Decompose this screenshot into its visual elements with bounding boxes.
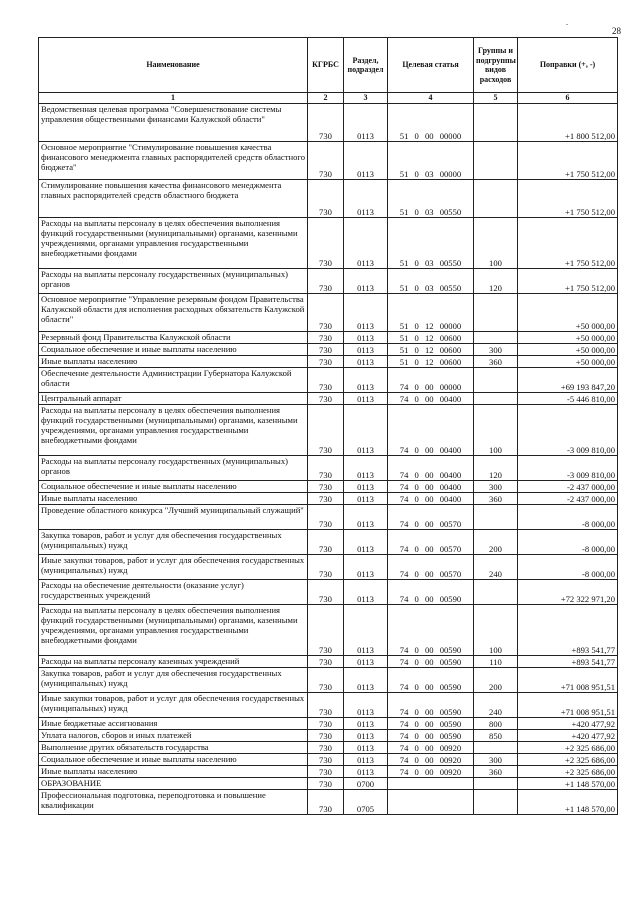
row-amendment: -2 437 000,00 bbox=[518, 493, 618, 505]
row-section: 0113 bbox=[344, 530, 388, 555]
row-section: 0113 bbox=[344, 332, 388, 344]
row-group bbox=[474, 790, 518, 815]
row-target-cell bbox=[388, 142, 474, 180]
row-amendment: +72 322 971,20 bbox=[518, 580, 618, 605]
row-section: 0113 bbox=[344, 742, 388, 754]
row-kgrbs: 730 bbox=[308, 481, 344, 493]
header-section: Раздел, подраздел bbox=[344, 38, 388, 93]
table-row bbox=[39, 332, 618, 344]
row-amendment: +2 325 686,00 bbox=[518, 766, 618, 778]
header-group: Группы и подгруппы видов расходов bbox=[474, 38, 518, 93]
table-row bbox=[39, 790, 618, 815]
row-target: 74 0 00 00570 bbox=[399, 544, 462, 554]
table-row bbox=[39, 142, 618, 180]
row-amendment: +71 008 951,51 bbox=[518, 693, 618, 718]
row-target: 74 0 00 00400 bbox=[399, 470, 462, 480]
row-section: 0113 bbox=[344, 142, 388, 180]
row-target-cell bbox=[388, 493, 474, 505]
row-target-cell bbox=[388, 754, 474, 766]
row-section: 0113 bbox=[344, 294, 388, 332]
col-number: 2 bbox=[308, 93, 344, 104]
row-group: 360 bbox=[474, 356, 518, 368]
row-kgrbs: 730 bbox=[308, 730, 344, 742]
row-target-cell bbox=[388, 766, 474, 778]
row-target: 74 0 00 00590 bbox=[399, 645, 462, 655]
row-kgrbs: 730 bbox=[308, 104, 344, 142]
table-row bbox=[39, 718, 618, 730]
row-amendment: +50 000,00 bbox=[518, 294, 618, 332]
row-name: Расходы на выплаты персоналу государственных (муниципальных) органов bbox=[39, 269, 308, 294]
row-target-cell bbox=[388, 505, 474, 530]
table-row bbox=[39, 778, 618, 790]
table-row bbox=[39, 668, 618, 693]
row-target-cell bbox=[388, 742, 474, 754]
row-target: 51 0 03 00550 bbox=[399, 207, 462, 217]
row-target-cell bbox=[388, 730, 474, 742]
row-target: 74 0 00 00570 bbox=[399, 519, 462, 529]
row-amendment: -3 009 810,00 bbox=[518, 456, 618, 481]
row-name: Уплата налогов, сборов и иных платежей bbox=[39, 730, 308, 742]
row-group: 100 bbox=[474, 605, 518, 656]
row-kgrbs: 730 bbox=[308, 555, 344, 580]
row-kgrbs: 730 bbox=[308, 790, 344, 815]
row-target: 51 0 12 00600 bbox=[399, 333, 462, 343]
col-number: 4 bbox=[388, 93, 474, 104]
row-name: Социальное обеспечение и иные выплаты населению bbox=[39, 481, 308, 493]
row-target-cell bbox=[388, 294, 474, 332]
row-target-cell bbox=[388, 344, 474, 356]
row-section: 0113 bbox=[344, 104, 388, 142]
row-group: 240 bbox=[474, 555, 518, 580]
row-target: 51 0 03 00550 bbox=[399, 283, 462, 293]
row-target-cell bbox=[388, 405, 474, 456]
row-target: 74 0 00 00590 bbox=[399, 707, 462, 717]
row-kgrbs: 730 bbox=[308, 766, 344, 778]
row-target: 74 0 00 00920 bbox=[399, 743, 462, 753]
table-row bbox=[39, 180, 618, 218]
table-row bbox=[39, 104, 618, 142]
row-name: Социальное обеспечение и иные выплаты населению bbox=[39, 344, 308, 356]
row-target-cell bbox=[388, 269, 474, 294]
row-group: 300 bbox=[474, 344, 518, 356]
row-target-cell bbox=[388, 693, 474, 718]
row-target: 51 0 12 00000 bbox=[399, 321, 462, 331]
row-target: 74 0 00 00570 bbox=[399, 569, 462, 579]
row-target-cell bbox=[388, 456, 474, 481]
row-section: 0113 bbox=[344, 730, 388, 742]
row-kgrbs: 730 bbox=[308, 142, 344, 180]
budget-amendments-table bbox=[38, 37, 618, 815]
table-row bbox=[39, 605, 618, 656]
header-target: Целевая статья bbox=[388, 38, 474, 93]
row-amendment: +1 148 570,00 bbox=[518, 778, 618, 790]
row-group: 110 bbox=[474, 656, 518, 668]
table-row bbox=[39, 742, 618, 754]
row-name: Закупка товаров, работ и услуг для обеспечения государственных (муниципальных) нужд bbox=[39, 668, 308, 693]
table-row bbox=[39, 456, 618, 481]
row-name: Выполнение других обязательств государства bbox=[39, 742, 308, 754]
table-row bbox=[39, 555, 618, 580]
row-kgrbs: 730 bbox=[308, 344, 344, 356]
row-section: 0113 bbox=[344, 393, 388, 405]
row-section: 0113 bbox=[344, 718, 388, 730]
row-section: 0700 bbox=[344, 778, 388, 790]
row-amendment: +1 750 512,00 bbox=[518, 218, 618, 269]
row-target-cell bbox=[388, 718, 474, 730]
row-amendment: -2 437 000,00 bbox=[518, 481, 618, 493]
row-target: 51 0 03 00000 bbox=[399, 169, 462, 179]
row-target-cell bbox=[388, 668, 474, 693]
row-kgrbs: 730 bbox=[308, 456, 344, 481]
row-amendment: +1 750 512,00 bbox=[518, 142, 618, 180]
page-number: 28 bbox=[612, 26, 621, 36]
row-name: Иные закупки товаров, работ и услуг для обеспечения государственных (муниципальных) нужд bbox=[39, 693, 308, 718]
row-group: 120 bbox=[474, 456, 518, 481]
row-kgrbs: 730 bbox=[308, 778, 344, 790]
row-kgrbs: 730 bbox=[308, 742, 344, 754]
row-target: 74 0 00 00590 bbox=[399, 731, 462, 741]
row-group bbox=[474, 580, 518, 605]
row-target-cell bbox=[388, 790, 474, 815]
row-group bbox=[474, 332, 518, 344]
row-amendment: +2 325 686,00 bbox=[518, 742, 618, 754]
col-number: 1 bbox=[39, 93, 308, 104]
table-row bbox=[39, 693, 618, 718]
row-section: 0113 bbox=[344, 693, 388, 718]
row-target-cell bbox=[388, 481, 474, 493]
row-target-cell bbox=[388, 332, 474, 344]
row-target-cell bbox=[388, 356, 474, 368]
row-name: Иные выплаты населению bbox=[39, 493, 308, 505]
row-name: Закупка товаров, работ и услуг для обеспечения государственных (муниципальных) нужд bbox=[39, 530, 308, 555]
row-kgrbs: 730 bbox=[308, 332, 344, 344]
table-row bbox=[39, 766, 618, 778]
row-name: Расходы на обеспечение деятельности (оказание услуг) государственных учреждений bbox=[39, 580, 308, 605]
row-name: Социальное обеспечение и иные выплаты населению bbox=[39, 754, 308, 766]
row-target: 74 0 00 00400 bbox=[399, 445, 462, 455]
row-amendment: +1 750 512,00 bbox=[518, 180, 618, 218]
row-section: 0705 bbox=[344, 790, 388, 815]
row-group: 200 bbox=[474, 668, 518, 693]
row-section: 0113 bbox=[344, 656, 388, 668]
row-group bbox=[474, 742, 518, 754]
row-section: 0113 bbox=[344, 766, 388, 778]
row-name: Резервный фонд Правительства Калужской области bbox=[39, 332, 308, 344]
row-group: 100 bbox=[474, 405, 518, 456]
row-kgrbs: 730 bbox=[308, 405, 344, 456]
row-name: Центральный аппарат bbox=[39, 393, 308, 405]
row-amendment: +1 750 512,00 bbox=[518, 269, 618, 294]
row-group bbox=[474, 368, 518, 393]
row-amendment: -8 000,00 bbox=[518, 555, 618, 580]
table-row bbox=[39, 269, 618, 294]
row-kgrbs: 730 bbox=[308, 668, 344, 693]
row-amendment: +1 800 512,00 bbox=[518, 104, 618, 142]
row-amendment: +50 000,00 bbox=[518, 344, 618, 356]
row-amendment: -3 009 810,00 bbox=[518, 405, 618, 456]
corner-mark: . bbox=[566, 18, 568, 27]
row-amendment: -8 000,00 bbox=[518, 530, 618, 555]
row-group: 200 bbox=[474, 530, 518, 555]
row-target: 74 0 00 00590 bbox=[399, 594, 462, 604]
table-row bbox=[39, 481, 618, 493]
row-target: 74 0 00 00590 bbox=[399, 682, 462, 692]
row-target-cell bbox=[388, 180, 474, 218]
table-row bbox=[39, 530, 618, 555]
row-name: Расходы на выплаты персоналу казенных учреждений bbox=[39, 656, 308, 668]
row-target: 51 0 12 00600 bbox=[399, 357, 462, 367]
row-target: 74 0 00 00590 bbox=[399, 657, 462, 667]
row-target: 74 0 00 00400 bbox=[399, 482, 462, 492]
row-group: 360 bbox=[474, 493, 518, 505]
row-section: 0113 bbox=[344, 405, 388, 456]
row-kgrbs: 730 bbox=[308, 368, 344, 393]
row-section: 0113 bbox=[344, 368, 388, 393]
row-group: 100 bbox=[474, 218, 518, 269]
row-section: 0113 bbox=[344, 481, 388, 493]
row-amendment: +50 000,00 bbox=[518, 356, 618, 368]
table-row bbox=[39, 493, 618, 505]
row-name: Профессиональная подготовка, переподготовка и повышение квалификации bbox=[39, 790, 308, 815]
header-name: Наименование bbox=[39, 38, 308, 93]
row-group bbox=[474, 393, 518, 405]
row-group bbox=[474, 180, 518, 218]
row-section: 0113 bbox=[344, 605, 388, 656]
row-kgrbs: 730 bbox=[308, 754, 344, 766]
row-name: Стимулирование повышения качества финансового менеджмента главных распорядителей средств областного бюджета bbox=[39, 180, 308, 218]
row-target-cell bbox=[388, 555, 474, 580]
table-row bbox=[39, 405, 618, 456]
row-amendment: +71 008 951,51 bbox=[518, 668, 618, 693]
table-row bbox=[39, 218, 618, 269]
row-section: 0113 bbox=[344, 456, 388, 481]
row-group: 360 bbox=[474, 766, 518, 778]
row-name: Расходы на выплаты персоналу в целях обеспечения выполнения функций государственными (муниципальными) органами, казенными учреждениями, органами управления государственными внебюджетными фондами bbox=[39, 605, 308, 656]
row-target-cell bbox=[388, 778, 474, 790]
row-section: 0113 bbox=[344, 269, 388, 294]
row-section: 0113 bbox=[344, 344, 388, 356]
row-kgrbs: 730 bbox=[308, 605, 344, 656]
row-group: 800 bbox=[474, 718, 518, 730]
row-kgrbs: 730 bbox=[308, 530, 344, 555]
row-group: 300 bbox=[474, 754, 518, 766]
row-kgrbs: 730 bbox=[308, 356, 344, 368]
row-kgrbs: 730 bbox=[308, 218, 344, 269]
table-row bbox=[39, 393, 618, 405]
row-group: 300 bbox=[474, 481, 518, 493]
row-target: 51 0 12 00600 bbox=[399, 345, 462, 355]
table-row bbox=[39, 344, 618, 356]
row-group bbox=[474, 104, 518, 142]
row-amendment: -5 446 810,00 bbox=[518, 393, 618, 405]
row-amendment: +1 148 570,00 bbox=[518, 790, 618, 815]
table-row bbox=[39, 730, 618, 742]
table-row bbox=[39, 754, 618, 766]
header-amendment: Поправки (+, -) bbox=[518, 38, 618, 93]
row-name: Расходы на выплаты персоналу в целях обеспечения выполнения функций государственными (муниципальными) органами, казенными учреждениями, органами управления государственными внебюджетными фондами bbox=[39, 218, 308, 269]
row-target-cell bbox=[388, 656, 474, 668]
table-row bbox=[39, 656, 618, 668]
row-name: Иные закупки товаров, работ и услуг для обеспечения государственных (муниципальных) нужд bbox=[39, 555, 308, 580]
row-name: Проведение областного конкурса "Лучший муниципальный служащий" bbox=[39, 505, 308, 530]
row-amendment: -8 000,00 bbox=[518, 505, 618, 530]
table-row bbox=[39, 368, 618, 393]
row-target: 74 0 00 00400 bbox=[399, 394, 462, 404]
table-row bbox=[39, 294, 618, 332]
row-section: 0113 bbox=[344, 493, 388, 505]
row-name: Расходы на выплаты персоналу в целях обеспечения выполнения функций государственными (муниципальными) органами, казенными учреждениями, органами управления государственными внебюджетными фондами bbox=[39, 405, 308, 456]
row-group: 240 bbox=[474, 693, 518, 718]
row-amendment: +2 325 686,00 bbox=[518, 754, 618, 766]
row-group: 120 bbox=[474, 269, 518, 294]
row-kgrbs: 730 bbox=[308, 493, 344, 505]
row-target: 74 0 00 00920 bbox=[399, 767, 462, 777]
row-kgrbs: 730 bbox=[308, 505, 344, 530]
row-amendment: +69 193 847,20 bbox=[518, 368, 618, 393]
row-group bbox=[474, 778, 518, 790]
row-section: 0113 bbox=[344, 180, 388, 218]
row-name: Обеспечение деятельности Администрации Губернатора Калужской области bbox=[39, 368, 308, 393]
table-row bbox=[39, 356, 618, 368]
row-amendment: +50 000,00 bbox=[518, 332, 618, 344]
row-name: Расходы на выплаты персоналу государственных (муниципальных) органов bbox=[39, 456, 308, 481]
row-name: Иные бюджетные ассигнования bbox=[39, 718, 308, 730]
row-target: 74 0 00 00920 bbox=[399, 755, 462, 765]
row-target: 51 0 00 00000 bbox=[399, 131, 462, 141]
row-kgrbs: 730 bbox=[308, 580, 344, 605]
table-row bbox=[39, 580, 618, 605]
row-kgrbs: 730 bbox=[308, 294, 344, 332]
row-group bbox=[474, 294, 518, 332]
row-target: 51 0 03 00550 bbox=[399, 258, 462, 268]
row-kgrbs: 730 bbox=[308, 656, 344, 668]
row-group: 850 bbox=[474, 730, 518, 742]
row-target: 74 0 00 00000 bbox=[399, 382, 462, 392]
row-section: 0113 bbox=[344, 218, 388, 269]
row-kgrbs: 730 bbox=[308, 718, 344, 730]
row-amendment: +420 477,92 bbox=[518, 718, 618, 730]
row-name: Иные выплаты населению bbox=[39, 766, 308, 778]
header-kgrbs: КГРБС bbox=[308, 38, 344, 93]
row-section: 0113 bbox=[344, 356, 388, 368]
row-kgrbs: 730 bbox=[308, 393, 344, 405]
row-name: Основное мероприятие "Управление резервным фондом Правительства Калужской области для исполнения расходных обязательств Калужской области" bbox=[39, 294, 308, 332]
row-target-cell bbox=[388, 580, 474, 605]
row-name: Ведомственная целевая программа "Совершенствование системы управления общественными финансами Калужской области" bbox=[39, 104, 308, 142]
row-section: 0113 bbox=[344, 668, 388, 693]
row-group bbox=[474, 505, 518, 530]
row-amendment: +893 541,77 bbox=[518, 605, 618, 656]
col-number: 6 bbox=[518, 93, 618, 104]
row-section: 0113 bbox=[344, 754, 388, 766]
row-kgrbs: 730 bbox=[308, 269, 344, 294]
row-group bbox=[474, 142, 518, 180]
row-section: 0113 bbox=[344, 555, 388, 580]
row-target: 74 0 00 00400 bbox=[399, 494, 462, 504]
row-name: Иные выплаты населению bbox=[39, 356, 308, 368]
row-kgrbs: 730 bbox=[308, 180, 344, 218]
row-name: Основное мероприятие "Стимулирование повышения качества финансового менеджмента главных распорядителей средств областного бюджета" bbox=[39, 142, 308, 180]
row-target-cell bbox=[388, 218, 474, 269]
row-target-cell bbox=[388, 605, 474, 656]
table-row bbox=[39, 505, 618, 530]
row-target: 74 0 00 00590 bbox=[399, 719, 462, 729]
row-amendment: +420 477,92 bbox=[518, 730, 618, 742]
row-kgrbs: 730 bbox=[308, 693, 344, 718]
row-target-cell bbox=[388, 104, 474, 142]
col-number: 3 bbox=[344, 93, 388, 104]
row-target-cell bbox=[388, 368, 474, 393]
col-number: 5 bbox=[474, 93, 518, 104]
row-name: ОБРАЗОВАНИЕ bbox=[39, 778, 308, 790]
row-amendment: +893 541,77 bbox=[518, 656, 618, 668]
row-section: 0113 bbox=[344, 580, 388, 605]
row-target-cell bbox=[388, 393, 474, 405]
row-section: 0113 bbox=[344, 505, 388, 530]
row-target-cell bbox=[388, 530, 474, 555]
